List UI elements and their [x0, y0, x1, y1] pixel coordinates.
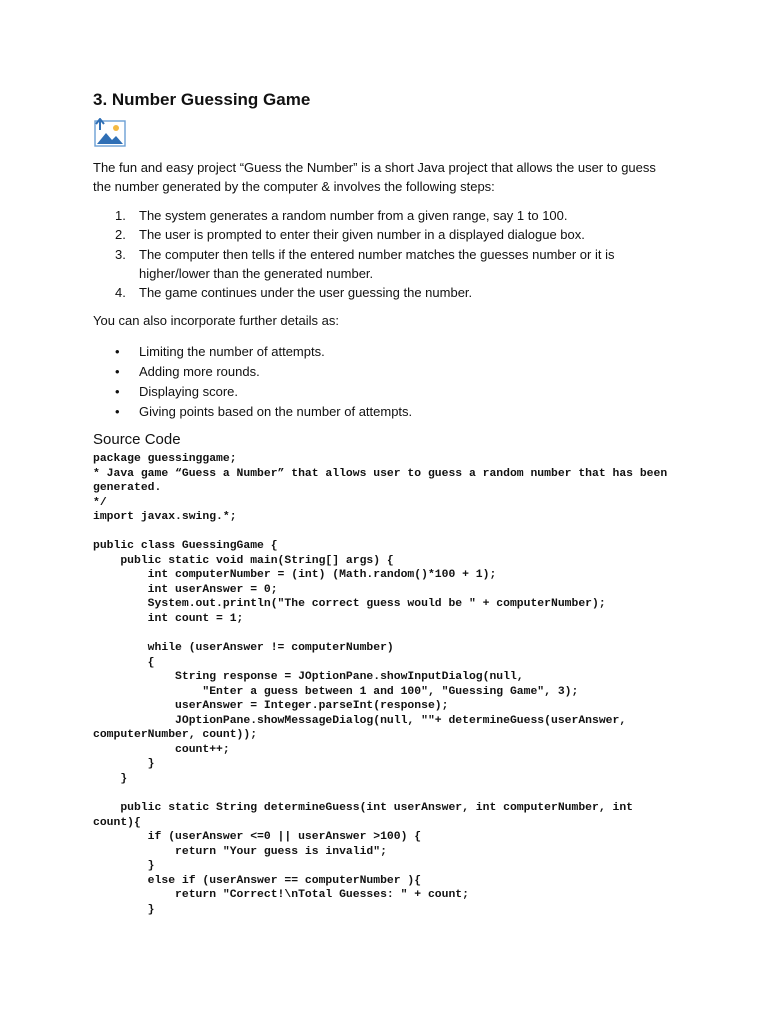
section-heading: 3. Number Guessing Game [93, 90, 311, 109]
bullet-icon: • [115, 344, 120, 359]
list-item [93, 225, 673, 244]
bullet-icon: • [115, 364, 120, 379]
list-item-text: Giving points based on the number of attempts. [139, 404, 413, 419]
steps-list [93, 206, 673, 302]
image-icon [94, 118, 126, 148]
list-number: 1. [115, 208, 126, 223]
list-item [93, 402, 412, 422]
list-number: 3. [115, 246, 126, 262]
list-item-text: The user is prompted to enter their given number in a displayed dialogue box. [139, 227, 585, 243]
list-item-text: Limiting the number of attempts. [139, 344, 325, 359]
intro-paragraph: The fun and easy project “Guess the Number” is a short Java project that allows the user to guess the number generated by the computer & involves the following steps: [93, 160, 656, 194]
list-item [93, 245, 673, 284]
details-paragraph: You can also incorporate further details as: [93, 313, 339, 328]
list-item [93, 206, 673, 225]
list-number: 4. [115, 285, 126, 301]
list-item [93, 362, 412, 382]
bullet-icon: • [115, 404, 120, 419]
bullet-icon: • [115, 384, 120, 399]
list-item [93, 382, 412, 402]
details-list [93, 342, 412, 422]
source-code-block: package guessinggame; * Java game “Guess a Number” that allows user to guess a random number that has been generated. */ import javax.swing.*; public class GuessingGame { public static void main(String[] args) { int computerNumber = (int) (Math.random()*100 + 1); int userAnswer = 0; System.out.println("The correct guess would be " + computerNumber); int count = 1; while (userAnswer != computerNumber) { String response = JOptionPane.showInputDialog(null, "Enter a guess between 1 and 100", "Guessing Game", 3); userAnswer = Integer.parseInt(response); JOptionPane.showMessageDialog(null, ""+ determineGuess(userAnswer, computerNumber, count)); count++; } } public static String determineGuess(int userAnswer, int computerNumber, int count){ if (userAnswer <=0 || userAnswer >100) { return "Your guess is invalid"; } else if (userAnswer == computerNumber ){ return "Correct!\nTotal Guesses: " + count; } [93, 453, 668, 916]
list-item-text: Adding more rounds. [139, 364, 260, 379]
list-item [93, 283, 673, 302]
list-item-text: The game continues under the user guessing the number. [139, 285, 473, 301]
source-code-heading: Source Code [93, 431, 181, 448]
list-item-text: The system generates a random number from a given range, say 1 to 100. [139, 208, 568, 223]
list-item [93, 342, 412, 362]
list-number: 2. [115, 227, 126, 243]
list-item-text: Displaying score. [139, 384, 238, 399]
list-item-text: The computer then tells if the entered number matches the guesses number or it is higher/lower than the generated number. [139, 246, 615, 281]
